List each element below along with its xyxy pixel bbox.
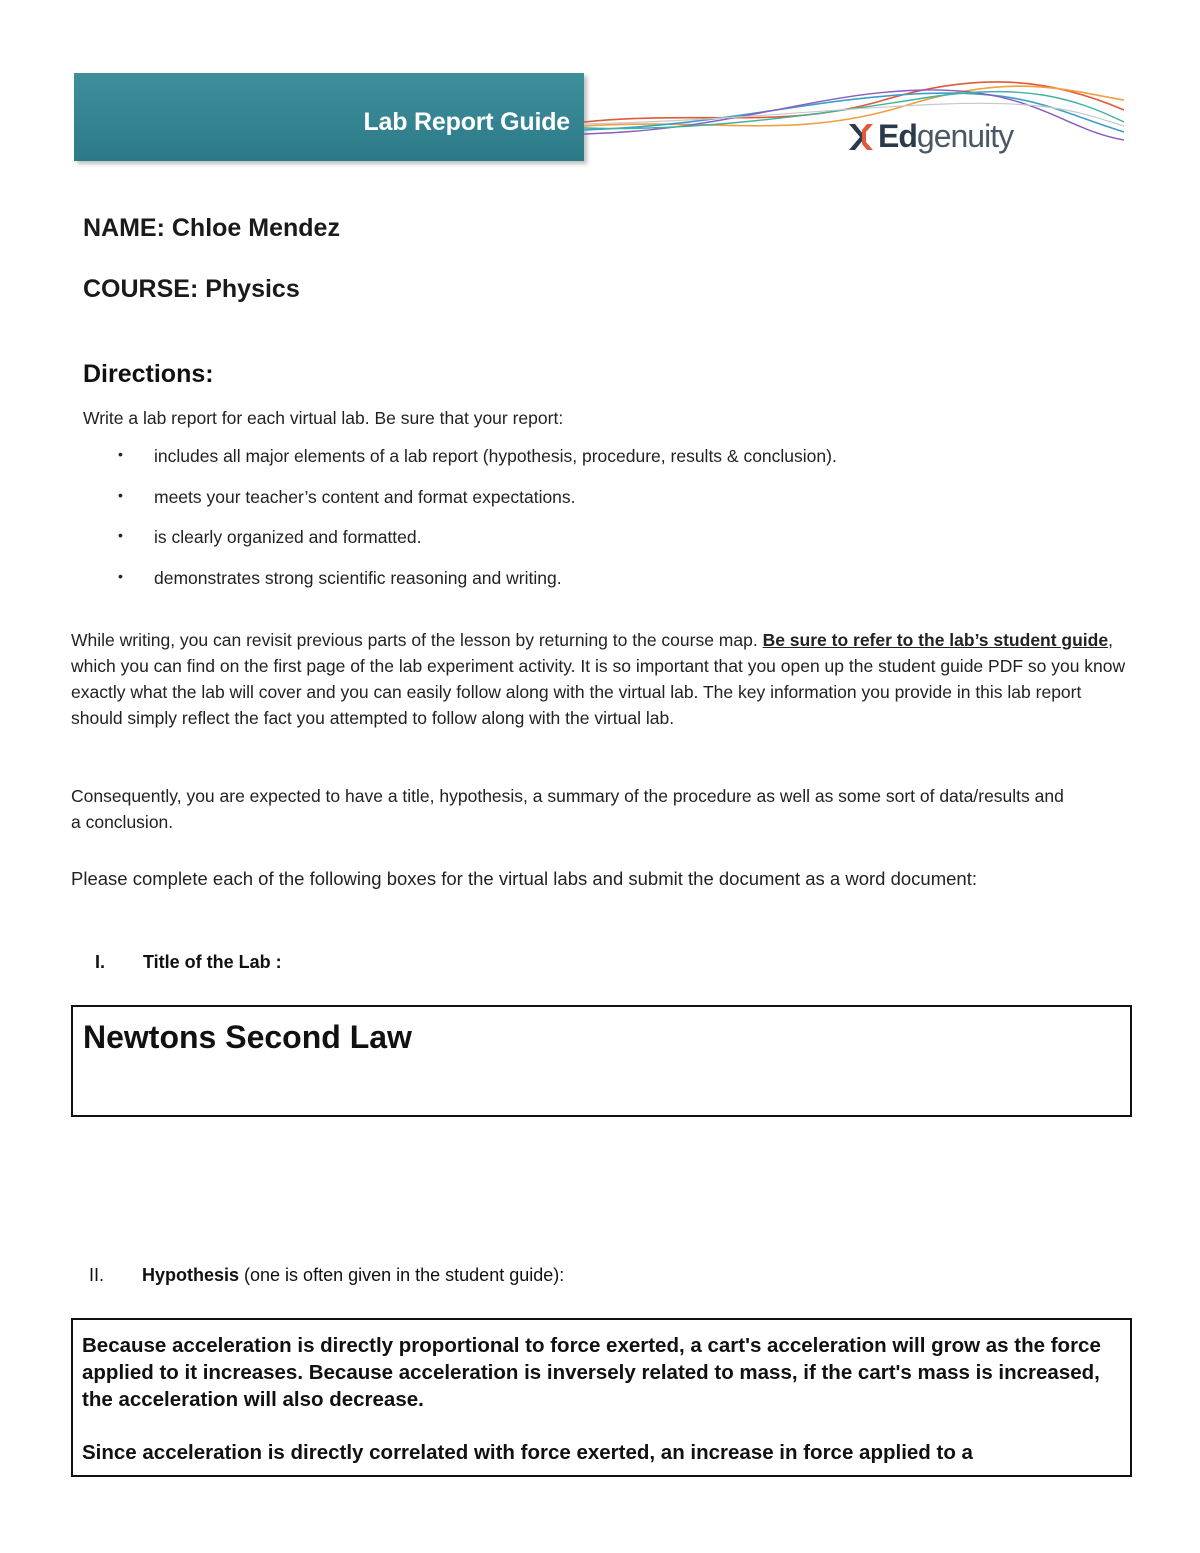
title-answer-box[interactable] (71, 1005, 1132, 1117)
hypothesis-answer-box[interactable] (71, 1318, 1132, 1477)
list-item: • is clearly organized and formatted. (118, 527, 422, 547)
instructions-paragraph-2: Consequently, you are expected to have a title, hypothesis, a summary of the procedure as well as some sort of data/results and a conclusion. (71, 786, 1064, 832)
hypothesis-answer-text: Because acceleration is directly proportional to force exerted, a cart's acceleration will grow as the force applied to it increases. Because acceleration is inversely related to mass, if the cart's mass is increased, the acceleration will also decrease. Since acceleration is directly correlated with force exerted, an increase in force applied to a (82, 1334, 1101, 1464)
directions-heading: Directions: (83, 360, 214, 388)
section-title-heading: I. Title of the Lab : (95, 952, 282, 972)
edgenuity-logo (846, 118, 1013, 155)
edgenuity-logo-mark-icon (846, 120, 876, 154)
student-name: NAME: Chloe Mendez (83, 214, 340, 242)
section-hypothesis-heading: II. Hypothesis (one is often given in the student guide): (89, 1265, 565, 1285)
header-banner (74, 73, 584, 161)
directions-intro: Write a lab report for each virtual lab. Be sure that your report: (83, 408, 564, 428)
course-name: COURSE: Physics (83, 275, 300, 303)
banner-title: Lab Report Guide (363, 108, 570, 136)
directions-bullet-list (118, 446, 1018, 608)
title-answer-text: Newtons Second Law (83, 1019, 412, 1055)
student-guide-emphasis: Be sure to refer to the lab’s student guide (762, 630, 1109, 650)
list-item: • includes all major elements of a lab report (hypothesis, procedure, results & conclusion). (118, 446, 837, 466)
instructions-paragraph-3: Please complete each of the following boxes for the virtual labs and submit the document as a word document: (71, 868, 977, 889)
edgenuity-logo-text: Edgenuity (878, 118, 1014, 154)
instructions-paragraph-1: While writing, you can revisit previous parts of the lesson by returning to the course map. Be sure to refer to the lab’s student guide, which you can find on the first page of the lab experiment activity. It is so important that you open up the student guide PDF so you know exactly what the lab will cover and you can easily follow along with the virtual lab. The key information you provide in this lab report should simply reflect the fact you attempted to follow along with the virtual lab. (71, 630, 1126, 728)
document-header (0, 0, 1200, 175)
list-item: • demonstrates strong scientific reasoning and writing. (118, 567, 562, 588)
list-item: • meets your teacher’s content and format expectations. (118, 486, 576, 507)
